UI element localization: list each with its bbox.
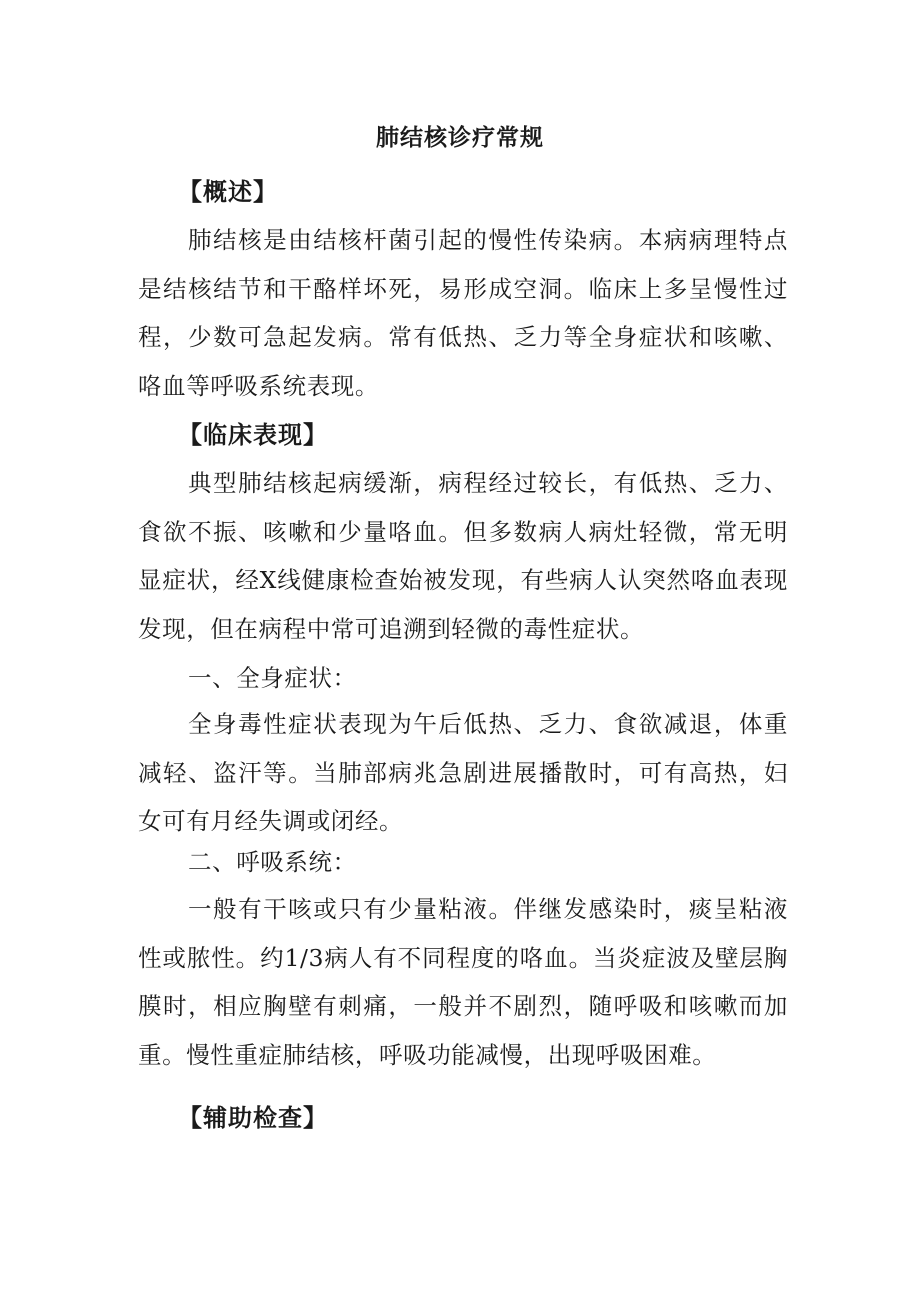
section-heading-clinical: 【临床表现】 — [178, 421, 328, 449]
section-heading-auxiliary-exams: 【辅助检查】 — [178, 1104, 328, 1132]
subheading-respiratory-system: 二、呼吸系统： — [188, 848, 357, 876]
overview-paragraph: 肺结核是由结核杆菌引起的慢性传染病。本病病理特点是结核结节和干酪样坏死，易形成空洞。临床上多呈慢性过程，少数可急起发病。常有低热、乏力等全身症状和咳嗽、咯血等呼吸系统表现。 — [138, 226, 788, 400]
section-heading-overview: 【概述】 — [178, 178, 278, 206]
respiratory-system-paragraph: 一般有干咳或只有少量粘液。伴继发感染时，痰呈粘液性或脓性。约1/3病人有不同程度的咯血。当炎症波及壁层胸膜时，相应胸壁有刺痛，一般并不剧烈，随呼吸和咳嗽而加重。慢性重症肺结核，呼吸功能减慢，出现呼吸困难。 — [138, 895, 788, 1069]
subheading-systemic-symptoms: 一、全身症状： — [188, 664, 357, 692]
document-title: 肺结核诊疗常规 — [376, 125, 544, 151]
clinical-paragraph: 典型肺结核起病缓渐，病程经过较长，有低热、乏力、食欲不振、咳嗽和少量咯血。但多数病人病灶轻微，常无明显症状，经X线健康检查始被发现，有些病人认突然咯血表现发现，但在病程中常可追溯到轻微的毒性症状。 — [138, 469, 788, 643]
systemic-symptoms-paragraph: 全身毒性症状表现为午后低热、乏力、食欲减退，体重减轻、盗汗等。当肺部病兆急剧进展播散时，可有高热，妇女可有月经失调或闭经。 — [138, 710, 788, 835]
